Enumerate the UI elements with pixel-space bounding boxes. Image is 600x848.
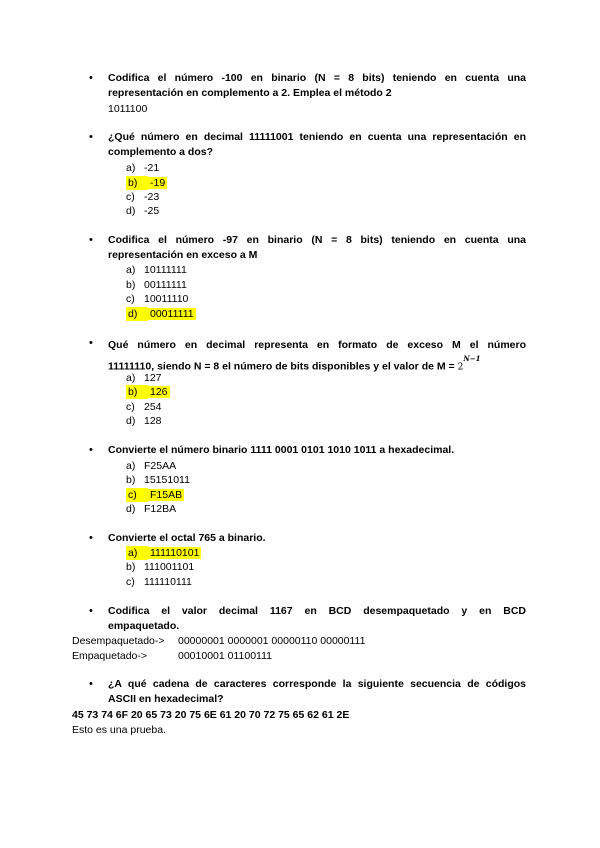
option-letter: a) [126,162,136,174]
option-text: 00111111 [144,279,187,291]
option-selected [126,546,201,560]
question-text: 11111110, siendo N = 8 el número de bits disponibles y el valor de M = [108,360,455,373]
bcd-packed-row [72,649,272,663]
option [126,560,194,574]
option [126,161,159,175]
question-5 [108,443,526,458]
option [126,459,176,473]
option-letter: c) [126,191,135,203]
bullet: • [89,131,93,143]
answer-text: 1011100 [108,103,148,115]
question-text: representación en exceso a M [108,249,258,261]
option [126,278,187,292]
option-text: 126 [150,386,168,398]
option-letter: a) [126,372,136,384]
question-8 [108,677,526,707]
question-text: complemento a dos? [108,146,214,158]
option-text: -23 [144,191,160,203]
option-text: -25 [144,205,160,217]
option-text: -21 [144,162,160,174]
option-letter: b) [126,385,148,399]
ascii-hex-sequence: 45 73 74 6F 20 65 73 20 75 6E 61 20 70 72 75 65 62 61 2E [72,709,350,721]
option-selected [126,176,167,190]
option-text: -19 [150,177,166,189]
option-selected [126,307,196,321]
question-text: representación en complemento a 2. Emplea el método 2 [108,87,392,99]
bullet: • [89,337,93,349]
option-letter: b) [126,279,136,291]
answer-text: Esto es una prueba. [72,724,166,736]
question-text: Convierte el número binario 1111 0001 0101 1010 1011 a hexadecimal. [108,444,455,456]
option-letter: c) [126,401,135,413]
option-letter: b) [126,176,148,190]
option-letter: a) [126,460,136,472]
bullet: • [89,532,93,544]
option-text: 10011110 [144,293,189,305]
option-text: 111110111 [144,576,192,588]
question-text: Qué número en decimal representa en formato de exceso M el número [108,339,526,351]
question-6 [108,531,526,546]
question-text: Codifica el número -100 en binario (N = 8 bits) teniendo en cuenta una [108,72,526,84]
question-text: Codifica el número -97 en binario (N = 8 bits) teniendo en cuenta una [108,234,526,246]
bcd-unpacked-row [72,634,365,648]
formula-base: 2 [457,362,464,373]
question-text: Convierte el octal 765 a binario. [108,532,266,544]
question-text: Codifica el valor decimal 1167 en BCD desempaquetado y en BCD [108,605,526,617]
option-text: 111001101 [144,561,195,573]
question-text: empaquetado. [108,620,180,632]
option-letter: d) [126,415,136,427]
question-text-with-formula [108,354,526,377]
option [126,190,159,204]
option [126,263,187,277]
question-7 [108,604,526,634]
question-text: ¿A qué cadena de caracteres corresponde la siguiente secuencia de códigos [108,678,526,690]
option [126,371,162,385]
question-4 [108,336,526,377]
option-letter: a) [126,546,148,560]
bullet: • [89,605,93,617]
bullet: • [89,678,93,690]
option-letter: c) [126,293,135,305]
option-text: 10111111 [144,264,187,276]
option-text: F12BA [144,503,177,515]
question-text: ¿Qué número en decimal 11111001 teniendo en cuenta una representación en [108,131,526,143]
option-letter: c) [126,488,148,502]
option [126,473,190,487]
option-letter: d) [126,307,148,321]
option-text: 254 [144,401,162,413]
option-text: 00011111 [150,308,194,320]
formula-exponent: N−1 [463,354,481,363]
bcd-packed-label: Empaquetado-> [72,650,148,662]
option-selected [126,488,184,502]
option-selected [126,385,170,399]
option-letter: a) [126,264,136,276]
option-text: 127 [144,372,162,384]
question-3 [108,233,526,263]
option-letter: d) [126,503,136,515]
option [126,292,188,306]
option [126,502,176,516]
option [126,400,162,414]
question-2 [108,130,526,160]
option-text: 128 [144,415,162,427]
option-text: 111110101 [150,547,200,559]
bcd-packed-value: 00010001 01100111 [178,650,273,662]
option [126,204,159,218]
bullet: • [89,72,93,84]
bullet: • [89,444,93,456]
option-text: F25AA [144,460,177,472]
question-text: ASCII en hexadecimal? [108,693,224,705]
option [126,575,192,589]
option [126,414,162,428]
bcd-unpacked-value: 00000001 0000001 00000110 00000111 [178,635,366,647]
option-letter: b) [126,561,136,573]
option-letter: d) [126,205,136,217]
bullet: • [89,234,93,246]
option-letter: c) [126,576,135,588]
question-1 [108,71,526,101]
option-text: 15151011 [144,474,190,486]
bcd-unpacked-label: Desempaquetado-> [72,635,165,647]
option-letter: b) [126,474,136,486]
option-text: F15AB [150,489,183,501]
